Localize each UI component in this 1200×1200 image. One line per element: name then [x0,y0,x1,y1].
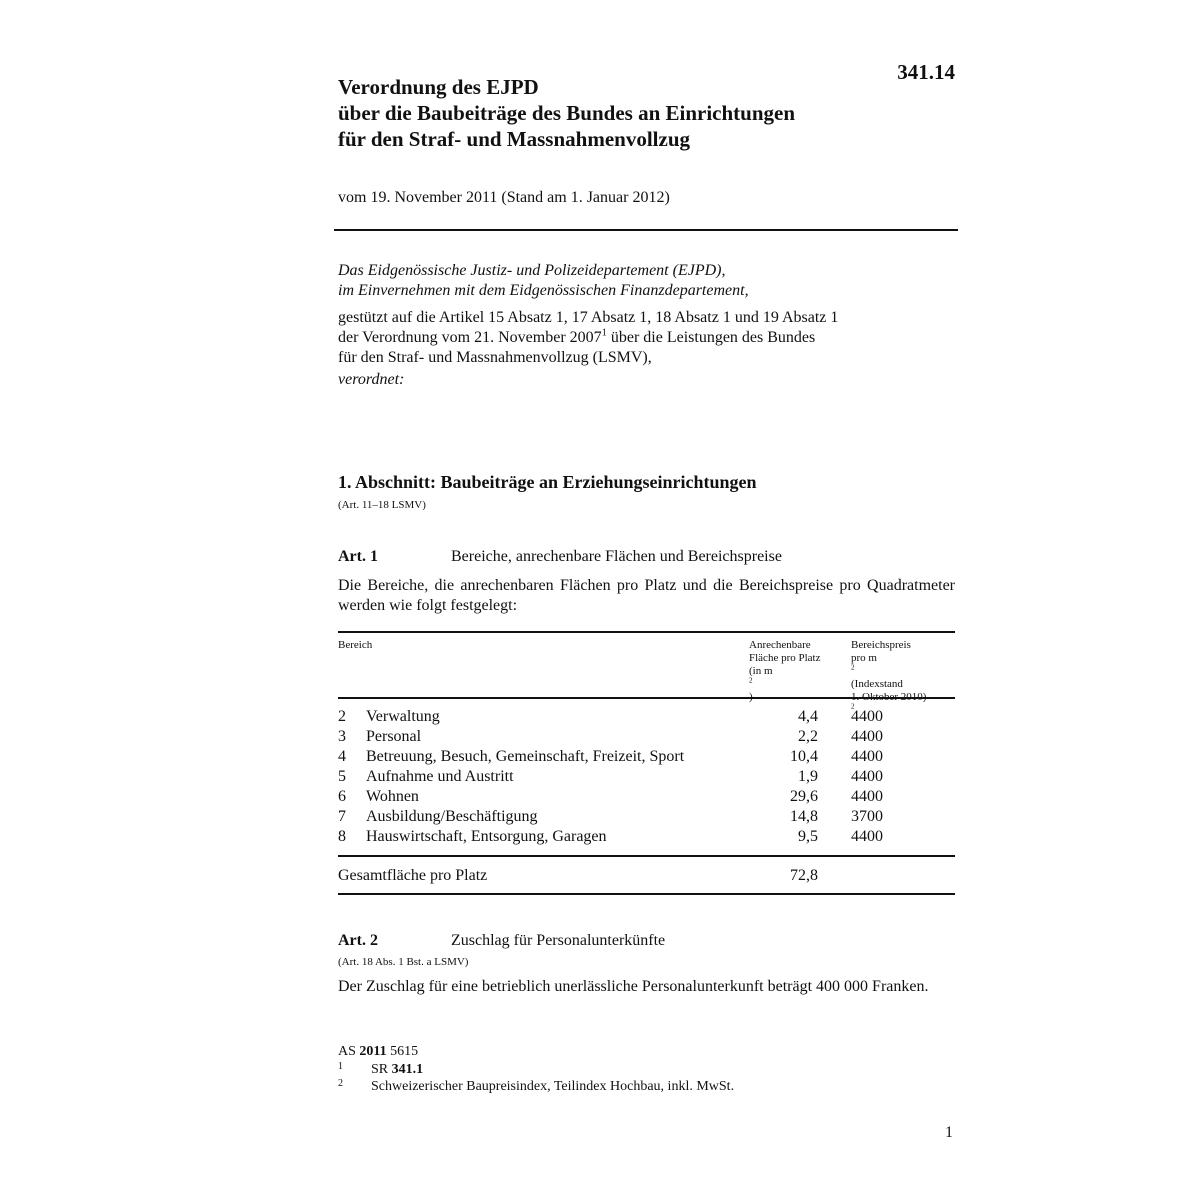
document-title [338,74,878,152]
row-number: 4 [338,748,346,765]
row-number: 7 [338,808,346,825]
footnote-block [338,1043,735,1095]
unit-text: pro m [851,652,877,664]
superscript: 2 [851,663,855,672]
row-surface: 29,6 [790,788,818,805]
sr-number: 341.14 [897,60,955,84]
column-header-area [338,639,372,652]
total-value: 72,8 [790,867,818,884]
table-row [338,707,955,727]
footnote-text-bold: 341.1 [391,1062,424,1077]
legal-basis-text: der Verordnung vom 21. November 2007 [338,329,602,346]
unit-text: (in m [749,665,773,677]
footnote-ref[interactable]: 2 [851,702,855,711]
row-area-name: Verwaltung [366,708,440,725]
table-row [338,747,955,767]
row-surface: 4,4 [798,708,818,725]
article-2-text: Der Zuschlag für eine betrieblich unerlässliche Personalunterkunft beträgt 400 000 Franken. [338,978,929,995]
article-title: Zuschlag für Personalunterkünfte [451,932,666,949]
table-row [338,727,955,747]
table-bottom-rule [338,893,955,895]
row-area-name: Hauswirtschaft, Entsorgung, Garagen [366,828,607,845]
article-1-heading [338,548,782,566]
row-number: 2 [338,708,346,725]
preamble [338,261,958,390]
title-line: über die Baubeiträge des Bundes an Einrichtungen [338,101,796,125]
legal-basis-line [338,328,958,348]
table-row [338,767,955,787]
title-line: für den Straf- und Massnahmenvollzug [338,127,690,151]
row-price: 4400 [851,708,883,725]
column-header-text: Anrechenbare [749,639,811,651]
row-area-name: Ausbildung/Beschäftigung [366,808,538,825]
column-header-text [851,652,926,678]
legal-basis-line: für den Straf- und Massnahmenvollzug (LSMV), [338,349,652,366]
table-row [338,807,955,827]
footnote-mark: 2 [338,1078,343,1089]
row-price: 4400 [851,788,883,805]
superscript: 2 [749,676,753,685]
footnote-text-part: SR [371,1062,392,1077]
row-price: 3700 [851,808,883,825]
footnote [338,1061,424,1078]
row-surface: 9,5 [798,828,818,845]
section-reference: (Art. 11–18 LSMV) [338,499,426,511]
row-area-name: Aufnahme und Austritt [366,768,514,785]
row-number: 6 [338,788,346,805]
total-label: Gesamtfläche pro Platz [338,867,488,884]
page-number: 1 [945,1124,953,1141]
article-title: Bereiche, anrechenbare Flächen und Bereichspreise [451,548,782,565]
footnote-text [371,1061,423,1078]
row-price: 4400 [851,748,883,765]
footnote-mark: 1 [338,1061,343,1072]
legal-basis-text: über die Leistungen des Bundes [606,329,816,346]
article-number: Art. 2 [338,932,378,949]
footnote [338,1078,735,1095]
table-row [338,827,955,847]
as-year: 2011 [359,1044,387,1059]
table-top-rule [338,631,955,633]
column-header-surface [749,639,820,704]
column-header-text: (Indexstand [851,678,903,690]
row-surface: 2,2 [798,728,818,745]
footnote-text-part: Schweizerischer Baupreisindex, Teilindex Hochbau, inkl. MwSt. [371,1079,735,1094]
title-line: Verordnung des EJPD [338,75,539,99]
as-prefix: AS [338,1044,360,1059]
header-divider [334,229,958,231]
footnote-ref[interactable]: 1 [601,327,607,339]
row-surface: 14,8 [790,808,818,825]
table-total-row [338,866,955,886]
article-number: Art. 1 [338,548,378,565]
row-surface: 1,9 [798,768,818,785]
row-area-name: Betreuung, Besuch, Gemeinschaft, Freizeit, Sport [366,748,685,765]
row-area-name: Personal [366,728,422,745]
row-number: 3 [338,728,346,745]
article-2-heading [338,932,665,950]
as-page: 5615 [386,1044,419,1059]
column-header-price [851,639,926,717]
footnote-text [371,1078,734,1095]
authority-line: Das Eidgenössische Justiz- und Polizeidepartement (EJPD), [338,262,726,279]
column-header-text: Fläche pro Platz [749,652,821,664]
row-price: 4400 [851,728,883,745]
table-header-rule [338,697,955,699]
table-total-rule [338,855,955,857]
column-header-text: Bereichspreis [851,639,911,651]
row-number: 8 [338,828,346,845]
authority-line: im Einvernehmen mit dem Eidgenössischen Finanzdepartement, [338,282,749,299]
row-surface: 10,4 [790,748,818,765]
section-title: 1. Abschnitt: Baubeiträge an Erziehungseinrichtungen [338,472,757,492]
enacting-clause: verordnet: [338,371,405,388]
official-collection-ref [338,1043,418,1061]
legal-basis-line: gestützt auf die Artikel 15 Absatz 1, 17 Absatz 1, 18 Absatz 1 und 19 Absatz 1 [338,309,839,326]
row-price: 4400 [851,828,883,845]
table-row [338,787,955,807]
article-1-text: Die Bereiche, die anrechenbaren Flächen pro Platz und die Bereichspreise pro Quadratmeter werden wie folgt festgelegt: [338,577,955,614]
row-price: 4400 [851,768,883,785]
date-line: vom 19. November 2011 (Stand am 1. Januar 2012) [338,189,670,206]
article-reference: (Art. 18 Abs. 1 Bst. a LSMV) [338,956,469,968]
row-number: 5 [338,768,346,785]
row-area-name: Wohnen [366,788,419,805]
column-header-text: Bereich [338,639,373,651]
